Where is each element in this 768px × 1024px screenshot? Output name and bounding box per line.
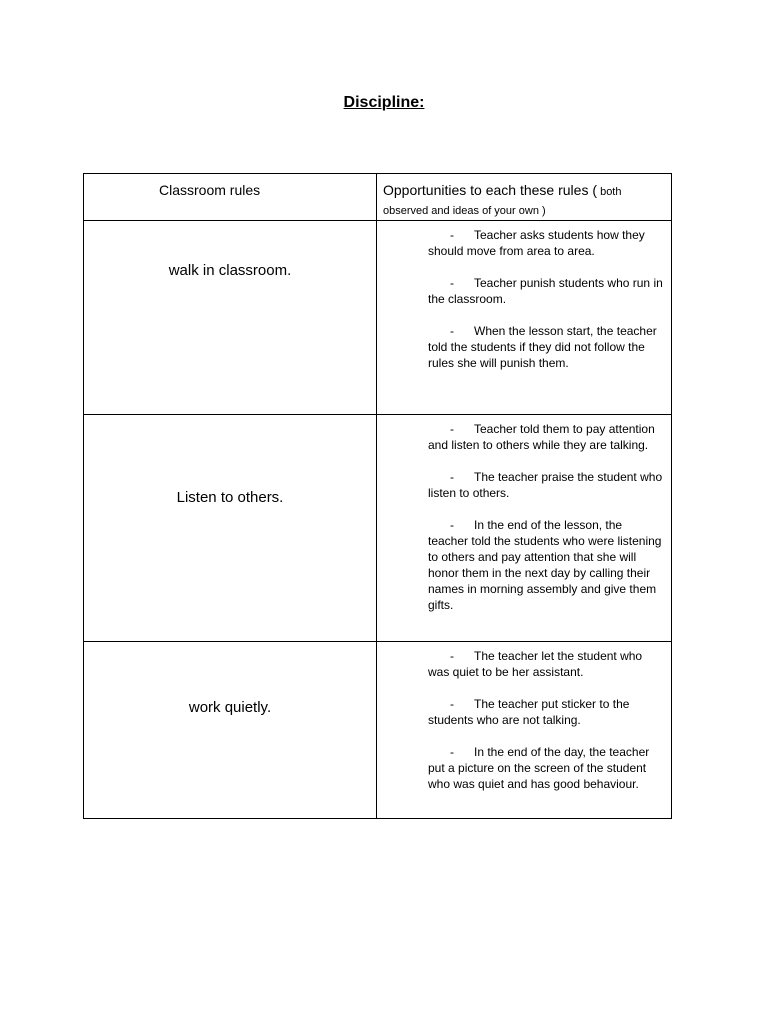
opportunity-text: In the end of the lesson, the teacher told the students who were listening to others and pay attention that she will honor them in the next day by calling their names in morning assembly and give them gifts. xyxy=(428,518,662,612)
bullet-dash: - xyxy=(450,276,454,290)
bullet-dash: - xyxy=(450,745,454,759)
bullet-dash: - xyxy=(450,324,454,338)
header-opportunities xyxy=(377,174,672,221)
opportunities-cell xyxy=(377,221,672,415)
rule-text: work quietly. xyxy=(188,699,272,716)
rule-text: walk in classroom. xyxy=(168,262,292,279)
opportunity-item xyxy=(428,696,663,728)
bullet-dash: - xyxy=(450,697,454,711)
opportunity-item xyxy=(428,744,663,792)
rule-cell xyxy=(84,642,377,819)
opportunity-item xyxy=(428,323,663,371)
rule-text: Listen to others. xyxy=(176,489,284,506)
table-row xyxy=(84,415,672,642)
opportunities-cell xyxy=(377,642,672,819)
bullet-dash: - xyxy=(450,228,454,242)
header-classroom-rules: Classroom rules xyxy=(84,174,377,221)
opportunity-item xyxy=(428,421,663,453)
opportunity-item xyxy=(428,517,663,613)
opportunity-text: Teacher asks students how they should move from area to area. xyxy=(428,228,645,258)
opportunity-item xyxy=(428,469,663,501)
opportunity-text: The teacher praise the student who listen to others. xyxy=(428,470,663,500)
bullet-dash: - xyxy=(450,422,454,436)
opportunity-text: Teacher punish students who run in the classroom. xyxy=(428,276,663,306)
rules-table xyxy=(83,173,672,819)
rule-cell xyxy=(84,415,377,642)
table-row xyxy=(84,642,672,819)
opportunity-text: The teacher let the student who was quiet to be her assistant. xyxy=(428,649,643,679)
bullet-dash: - xyxy=(450,518,454,532)
opportunity-item xyxy=(428,275,663,307)
header-opportunities-note: both observed and ideas of your own ) xyxy=(383,186,622,217)
opportunity-item xyxy=(428,227,663,259)
opportunities-cell xyxy=(377,415,672,642)
opportunity-text: In the end of the day, the teacher put a picture on the screen of the student who was quiet and has good behaviour. xyxy=(428,745,650,791)
opportunity-text: Teacher told them to pay attention and listen to others while they are talking. xyxy=(428,422,655,452)
opportunity-item xyxy=(428,648,663,680)
table-row xyxy=(84,221,672,415)
opportunity-text: The teacher put sticker to the students who are not talking. xyxy=(428,697,630,727)
rule-cell xyxy=(84,221,377,415)
header-opportunities-main: Opportunities to each these rules ( xyxy=(383,182,598,198)
bullet-dash: - xyxy=(450,470,454,484)
document-title: Discipline: xyxy=(343,94,425,111)
bullet-dash: - xyxy=(450,649,454,663)
table-header-row xyxy=(84,174,672,221)
opportunity-text: When the lesson start, the teacher told the students if they did not follow the rules she will punish them. xyxy=(428,324,657,370)
